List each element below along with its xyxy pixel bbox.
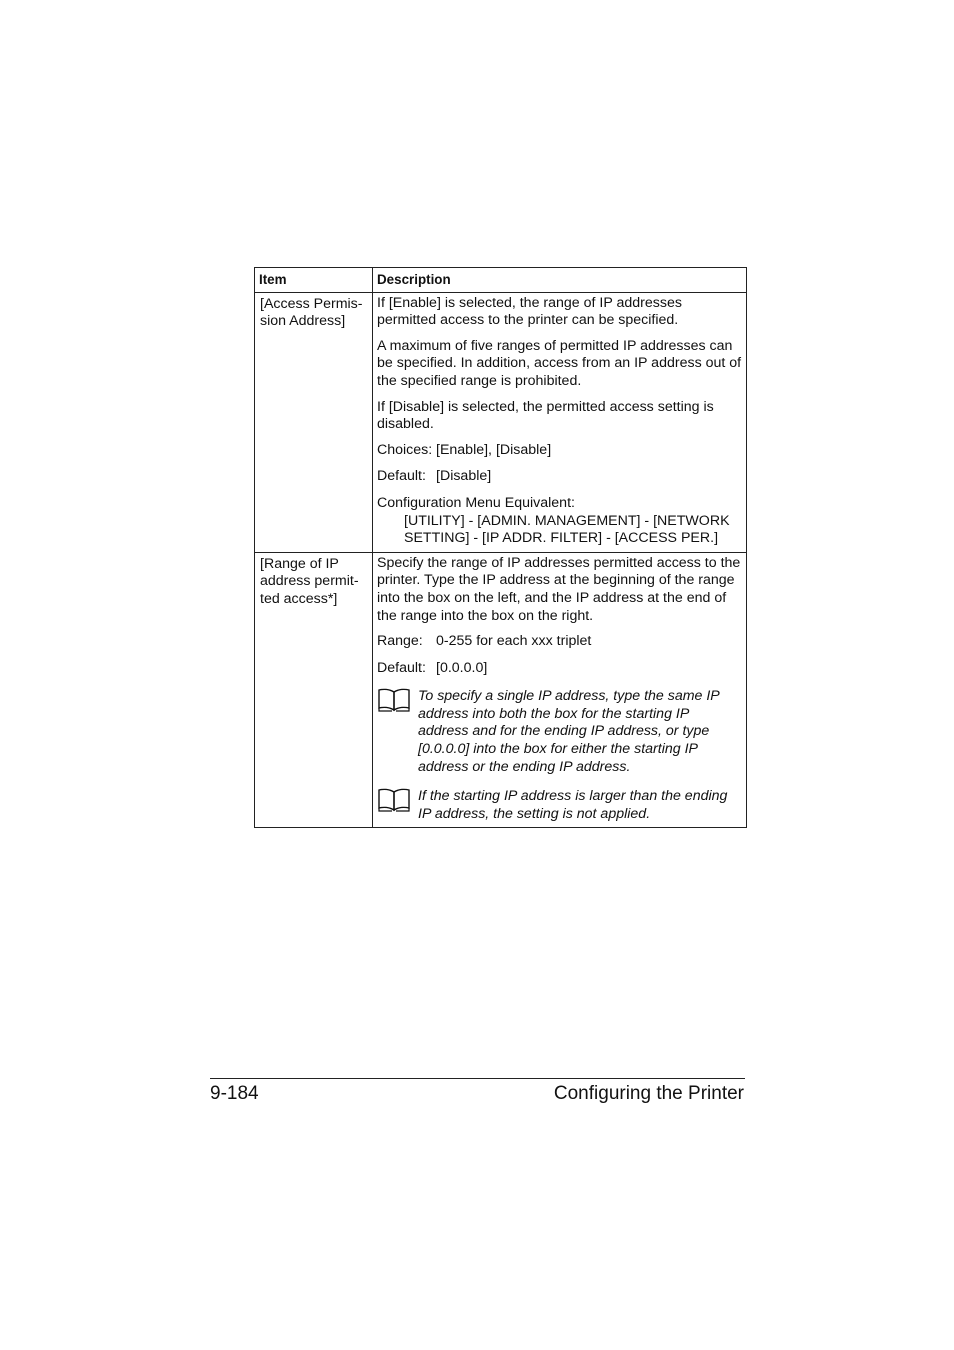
default-label: Default: [377,659,426,676]
table-header-row [255,268,747,293]
table-row [255,552,747,828]
range-line [377,633,743,651]
menu-equivalent [377,495,743,548]
section-title: Configuring the Printer [553,1083,744,1104]
default-line [377,468,743,486]
header-item: Item [255,268,373,293]
default-line [377,660,743,678]
description-paragraph: Specify the range of IP addresses permitted access to the printer. Type the IP address at the beginning of the range into the box on the left, and the IP address at the end of the range into the box on the right. [377,554,741,624]
default-value: [0.0.0.0] [436,659,488,676]
header-description: Description [373,268,747,293]
item-access-permission-address: [Access Permis-sion Address] [260,295,363,330]
choices-value: [Enable], [Disable] [436,441,552,458]
footer-rule [210,1078,745,1079]
default-label: Default: [377,468,426,485]
note-text: To specify a single IP address, type the same IP address into both the box for the starting IP address and for the ending IP address, or type [0.0.0.0] into the box for either the starting IP address or the ending IP address. [418,688,720,775]
description-paragraph: If [Enable] is selected, the range of IP addresses permitted access to the printer can be specified. [377,294,682,329]
description-cell [373,292,747,552]
item-range-of-ip: [Range of IP address permit-ted access*] [260,555,359,607]
book-icon [377,788,418,823]
settings-table [254,267,747,828]
item-cell [255,552,373,828]
choices-line [377,442,743,460]
menu-equivalent-label: Configuration Menu Equivalent: [377,494,575,511]
note [377,788,743,823]
note [377,688,743,776]
default-value: [Disable] [436,468,492,485]
description-paragraph: If [Disable] is selected, the permitted access setting is disabled. [377,398,714,433]
range-label: Range: [377,633,423,650]
description-cell [373,552,747,828]
table-row [255,292,747,552]
description-paragraph: A maximum of five ranges of permitted IP addresses can be specified. In addition, access from an IP address out of the specified range is prohibited. [377,337,742,389]
book-icon [377,688,418,776]
item-cell [255,292,373,552]
range-value: 0-255 for each xxx triplet [436,633,592,650]
page-number: 9-184 [210,1083,259,1104]
menu-equivalent-path: [UTILITY] - [ADMIN. MANAGEMENT] - [NETWORK SETTING] - [IP ADDR. FILTER] - [ACCESS PER.] [404,512,730,547]
choices-label: Choices: [377,441,433,458]
note-text: If the starting IP address is larger than the ending IP address, the setting is not applied. [418,788,728,822]
